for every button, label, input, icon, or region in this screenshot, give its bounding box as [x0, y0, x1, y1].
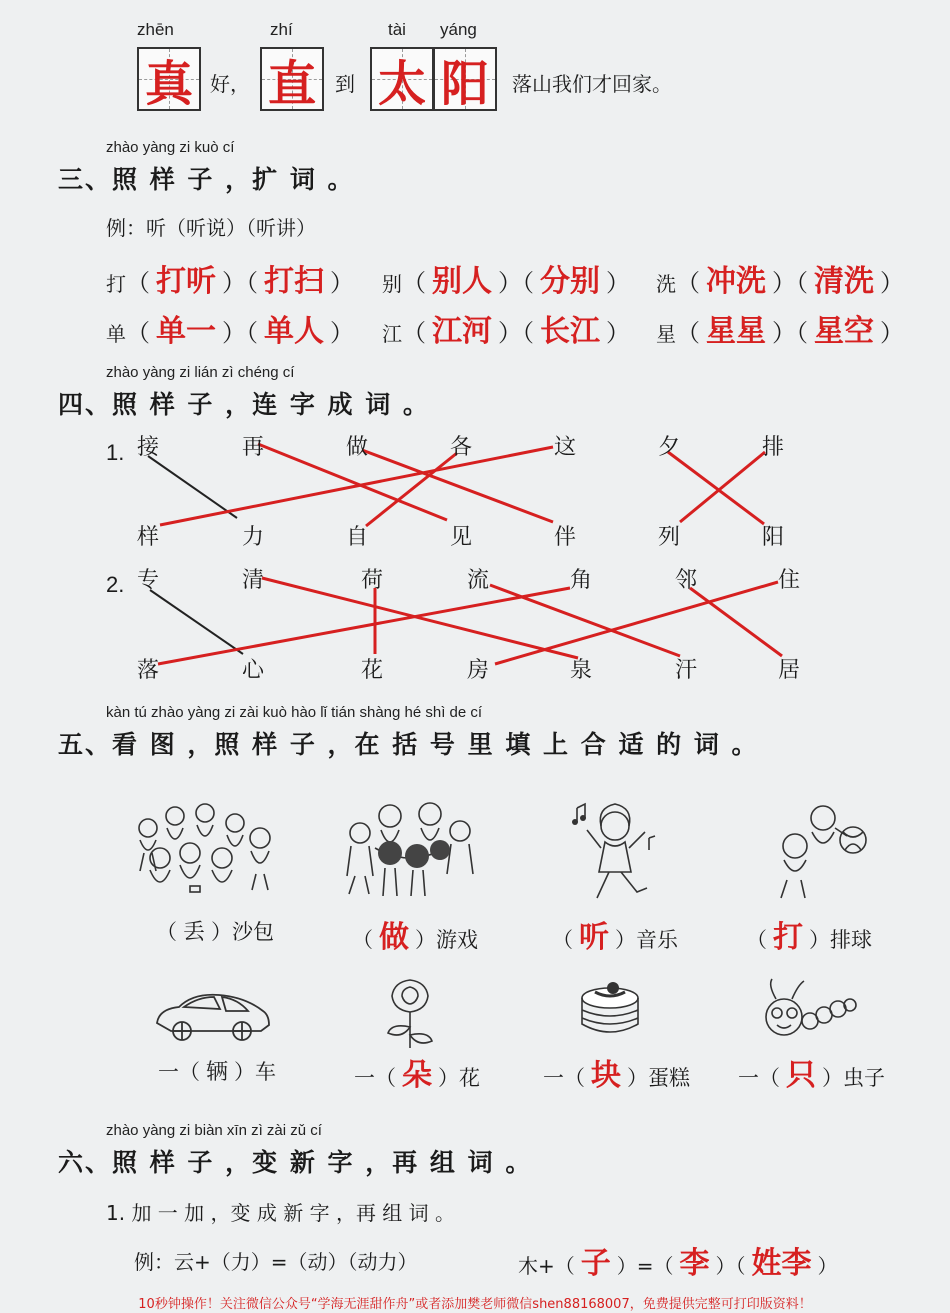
connect-line — [690, 588, 782, 656]
connector-text: 到 — [335, 72, 355, 96]
boxed-char: 真 — [144, 55, 193, 112]
example-line — [150, 590, 243, 654]
g1-bottom-char[interactable]: 伴 — [553, 525, 576, 550]
row-label: 洗 — [656, 272, 676, 296]
g1-bottom-char[interactable]: 列 — [657, 525, 680, 550]
answer-text[interactable]: 听 — [579, 920, 609, 955]
example-line — [148, 456, 237, 518]
caption-post: ）沙包 — [211, 920, 275, 944]
g2-bottom-char[interactable]: 居 — [777, 658, 800, 683]
tian-box-tai — [370, 47, 434, 111]
caption-pre: （ — [746, 928, 767, 952]
connect-line — [366, 453, 457, 526]
answer-text: 单一 — [156, 314, 216, 349]
section3-title: 三、照 样 子 ，扩 词 。 — [58, 165, 355, 194]
answer-text[interactable]: 打 — [773, 920, 803, 955]
answer-text[interactable]: 只 — [786, 1058, 816, 1093]
g2-bottom-char[interactable]: 落 — [136, 658, 159, 683]
exercise-text: ） — [817, 1254, 838, 1278]
g2-bottom-char[interactable]: 泉 — [569, 658, 592, 683]
connect-line — [262, 578, 578, 658]
answer-text[interactable]: 子 — [580, 1246, 611, 1281]
fill-caption-1 — [156, 915, 274, 946]
caption-post: ）蛋糕 — [627, 1066, 690, 1090]
pinyin-zhen: zhēn — [137, 20, 174, 39]
connect-line — [490, 585, 680, 656]
caption-post: ）车 — [234, 1060, 277, 1084]
row-label: 江 — [382, 322, 402, 346]
g1-bottom-char[interactable]: 自 — [345, 525, 368, 550]
row-label: 打 — [106, 272, 126, 296]
section5-pinyin: kàn tú zhào yàng zi zài kuò hào lǐ tián shàng hé shì de cí — [106, 704, 483, 721]
section3-pinyin: zhào yàng zi kuò cí — [106, 139, 235, 156]
fill-caption-2 — [352, 912, 478, 956]
g1-top-char[interactable]: 再 — [241, 435, 264, 460]
answer-text: 别人 — [432, 264, 492, 299]
caption-pre: 一（ — [354, 1066, 396, 1090]
g1-top-char[interactable]: 这 — [553, 435, 576, 460]
section4-pinyin: zhào yàng zi lián zì chéng cí — [106, 364, 295, 381]
tian-box-zhen — [137, 47, 201, 111]
fill-caption-4 — [746, 912, 872, 956]
footer-note: 10秒钟操作！关注微信公众号“学海无涯甜作舟”或者添加樊老师微信shen88168007，免费提供完整可打印版资料！ — [138, 1297, 812, 1312]
section6-pinyin: zhào yàng zi biàn xīn zì zài zǔ cí — [106, 1122, 322, 1139]
g2-top-char[interactable]: 专 — [136, 568, 159, 593]
answer-text: 打听 — [156, 264, 216, 299]
answer-text[interactable]: 块 — [591, 1058, 621, 1093]
volleyball-kids-icon — [765, 798, 875, 903]
g1-top-char[interactable]: 各 — [449, 435, 472, 460]
section6-subtitle: 1. 加 一 加 ，变 成 新 字 ，再 组 词 。 — [106, 1201, 456, 1225]
exercise-text: ）（ — [715, 1254, 746, 1278]
caterpillar-icon — [762, 975, 857, 1050]
section6-example: 例：云+（力）=（动）（动力） — [134, 1250, 418, 1274]
caption-pre: （ — [156, 920, 177, 944]
pinyin-tai: tài — [388, 20, 406, 39]
fill-caption-6 — [354, 1050, 480, 1094]
answer-text[interactable]: 姓李 — [751, 1246, 812, 1281]
car-icon — [152, 985, 272, 1045]
section3-example: 例：听（听说）（听讲） — [106, 216, 316, 240]
expand-row-2b: 江（ 江河 ）（ 长江 ） — [382, 314, 630, 349]
circle-game-kids-icon — [345, 798, 480, 903]
answer-text[interactable]: 做 — [379, 920, 409, 955]
boxed-char: 阳 — [440, 55, 489, 112]
answer-text: 长江 — [540, 314, 600, 349]
connector-text: 好， — [210, 72, 250, 96]
tian-box-yang — [433, 47, 497, 111]
pinyin-yang: yáng — [440, 20, 477, 39]
sandbag-kids-icon — [130, 798, 280, 898]
connect-line — [680, 452, 765, 522]
answer-text[interactable]: 辆 — [206, 1060, 229, 1085]
answer-text: 打扫 — [264, 264, 324, 299]
answer-text: 星空 — [814, 314, 874, 349]
pinyin-zhi: zhí — [270, 20, 293, 39]
row-label: 单 — [106, 322, 126, 346]
section6-title: 六、照 样 子 ，变 新 字 ，再 组 词 。 — [58, 1148, 533, 1177]
fill-caption-8 — [738, 1050, 885, 1094]
expand-row-1b: 别（ 别人 ）（ 分别 ） — [382, 264, 630, 299]
sentence-tail: 落山我们才回家。 — [512, 72, 672, 96]
cake-icon — [575, 978, 645, 1043]
g2-bottom-char[interactable]: 汗 — [674, 658, 697, 683]
answer-text: 单人 — [264, 314, 324, 349]
g2-top-char[interactable]: 清 — [241, 568, 264, 593]
caption-post: ）虫子 — [822, 1066, 885, 1090]
row-label: 星 — [656, 322, 676, 346]
g2-top-char[interactable]: 住 — [777, 568, 800, 593]
g2-top-char[interactable]: 邻 — [674, 568, 697, 593]
g1-top-char[interactable]: 排 — [761, 435, 784, 460]
answer-text: 星星 — [706, 314, 766, 349]
g1-top-char[interactable]: 夕 — [657, 435, 680, 460]
tian-box-zhi — [260, 47, 324, 111]
row-label: 别 — [382, 272, 402, 296]
caption-pre: 一（ — [158, 1060, 200, 1084]
g1-top-char[interactable]: 接 — [136, 435, 159, 460]
g2-top-char[interactable]: 流 — [466, 568, 489, 593]
g1-bottom-char[interactable]: 样 — [136, 525, 159, 550]
answer-text: 冲洗 — [706, 264, 766, 299]
caption-post: ）排球 — [809, 928, 872, 952]
answer-text[interactable]: 朵 — [402, 1058, 432, 1093]
fill-caption-5 — [158, 1055, 276, 1086]
music-girl-icon — [565, 798, 665, 903]
boxed-char: 直 — [267, 55, 316, 112]
expand-row-1: 打（ 打听 ）（ 打扫 ） — [106, 264, 354, 299]
exercise-text: 木+（ — [518, 1254, 575, 1278]
section4-title: 四、照 样 子 ，连 字 成 词 。 — [58, 390, 430, 419]
caption-post: ）花 — [438, 1066, 480, 1090]
caption-pre: 一（ — [543, 1066, 585, 1090]
answer-text: 清洗 — [814, 264, 874, 299]
group1-number: 1. — [106, 440, 125, 465]
g2-bottom-char[interactable]: 花 — [360, 658, 383, 683]
answer-text: 分别 — [540, 264, 600, 299]
caption-pre: （ — [352, 928, 373, 952]
caption-post: ）游戏 — [415, 928, 478, 952]
expand-row-2c: 星（ 星星 ）（ 星空 ） — [656, 314, 904, 349]
exercise-text: ）=（ — [616, 1254, 674, 1278]
fill-caption-7 — [543, 1050, 690, 1094]
expand-row-2: 单（ 单一 ）（ 单人 ） — [106, 314, 354, 349]
caption-pre: （ — [552, 928, 573, 952]
fill-caption-3 — [552, 912, 678, 956]
g1-top-char[interactable]: 做 — [345, 435, 368, 460]
g1-bottom-char[interactable]: 阳 — [761, 525, 784, 550]
g2-bottom-char[interactable]: 心 — [241, 658, 264, 683]
section6-exercise — [518, 1238, 838, 1282]
g2-bottom-char[interactable]: 房 — [466, 658, 489, 683]
caption-pre: 一（ — [738, 1066, 780, 1090]
caption-post: ）音乐 — [615, 928, 678, 952]
answer-text: 江河 — [432, 314, 492, 349]
g2-top-char[interactable]: 角 — [569, 568, 592, 593]
expand-row-1c: 洗（ 冲洗 ）（ 清洗 ） — [656, 264, 904, 299]
g1-bottom-char[interactable]: 力 — [241, 525, 264, 550]
boxed-char: 太 — [377, 55, 426, 112]
g2-top-char[interactable]: 荷 — [360, 568, 383, 593]
rose-icon — [375, 975, 445, 1050]
answer-text[interactable]: 丢 — [183, 920, 206, 945]
g1-bottom-char[interactable]: 见 — [449, 525, 472, 550]
answer-text[interactable]: 李 — [679, 1246, 710, 1281]
group2-number: 2. — [106, 572, 125, 597]
section5-title: 五、看 图 ，照 样 子 ，在 括 号 里 填 上 合 适 的 词 。 — [58, 730, 759, 759]
